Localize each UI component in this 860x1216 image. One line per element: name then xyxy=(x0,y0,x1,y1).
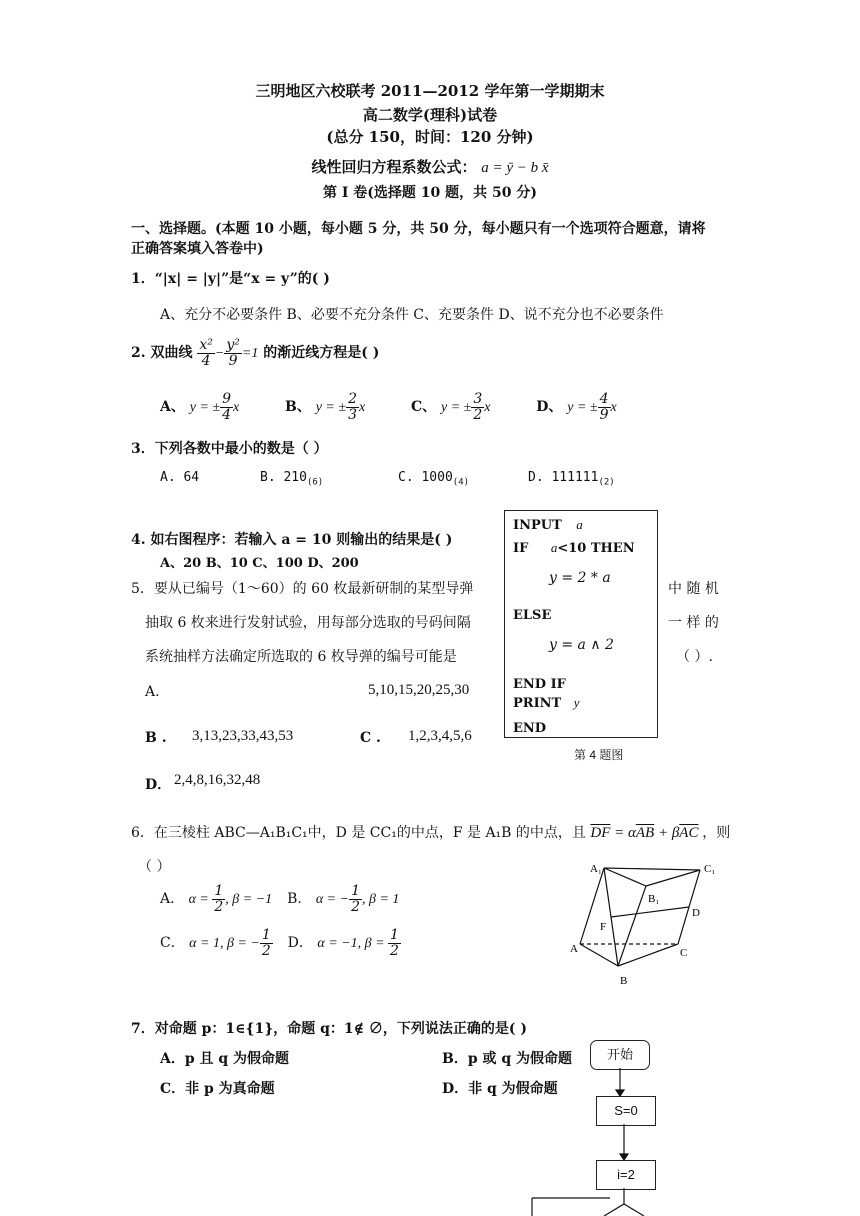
question-5-line-1: 5．要从已编号（1～60）的 60 枚最新研制的某型导弹 xyxy=(131,581,474,597)
question-5-option-b-label: B . xyxy=(145,730,167,746)
question-6-options-row-1: A． α = $\frac{1}{2}$ , β = −1 B． α = − $\frac{1}{2}$ , β = 1 xyxy=(160,883,400,915)
question-7-option-c: C．非 p 为真命题 xyxy=(160,1081,275,1097)
question-5-option-a-label: A. xyxy=(145,684,160,700)
question-5-option-d: 2,4,8,16,32,48 xyxy=(174,772,261,788)
part-1-heading: 第 I 卷(选择题 10 题，共 50 分) xyxy=(322,185,537,201)
label-d: D xyxy=(692,907,700,919)
question-1-stem: 1．“|x| = |y|”是“x = y”的( ) xyxy=(131,271,330,287)
question-3-option-b: B. $210_{(6)}$ xyxy=(260,470,324,488)
question-5-line-1-right: 中 随 机 xyxy=(668,581,719,597)
exam-meta: (总分 150，时间：120 分钟) xyxy=(326,128,534,146)
question-4-stem: 4. 如右图程序：若输入 a = 10 则输出的结果是( ) xyxy=(131,532,453,548)
label-c: C xyxy=(680,947,688,959)
section-1-instructions-cont: 正确答案填入答卷中) xyxy=(131,241,264,257)
question-4-options: A、20 B、10 C、100 D、200 xyxy=(160,556,359,571)
label-b: B xyxy=(620,975,628,987)
formula-label: 线性回归方程系数公式： xyxy=(311,158,477,176)
program-caption: 第 4 题图 xyxy=(574,748,624,762)
label-a: A xyxy=(570,943,578,955)
fraction-x2-over-4: $\frac{\text{x²}}{4}$ xyxy=(199,337,213,369)
question-3-option-d: D. $111111_{(2)}$ xyxy=(528,470,615,488)
question-3-option-a: A. 64 xyxy=(160,470,200,485)
question-1-options: A、充分不必要条件 B、必要不充分条件 C、充要条件 D、说不充分也不必要条件 xyxy=(160,307,664,323)
exam-title: 三明地区六校联考 2011—2012 学年第一学期期末 xyxy=(255,82,605,100)
question-6-options-row-2: C． α = 1, β = − $\frac{1}{2}$ D． α = −1, β = $\frac{1}{2}$ xyxy=(160,927,399,959)
regression-formula: a = ȳ − b x̄ xyxy=(481,160,549,176)
question-3-stem: 3．下列各数中最小的数是（ ） xyxy=(131,441,328,457)
program-box: INPUT a IF a<10 THEN y = 2 * a ELSE y = a ∧ 2 END IF PRINT y END xyxy=(504,510,658,738)
flowchart-start: 开始 xyxy=(590,1040,650,1070)
flowchart-s-init: S=0 xyxy=(596,1096,656,1126)
label-f: F xyxy=(600,921,607,933)
question-2-options: A、 y = ± $\frac{9}{4}$ x B、 y = ± $\frac{2}{3}$ x C、 y = ± $\frac{3}{2}$ x D、 y = ± $\frac{4}{9}$ x xyxy=(160,391,617,423)
question-7-stem: 7．对命题 p：1∈{1}，命题 q：1∉ ∅，下列说法正确的是( ) xyxy=(131,1021,528,1037)
question-5-line-2-right: 一 样 的 xyxy=(668,615,719,631)
exam-subtitle: 高二数学(理科)试卷 xyxy=(362,106,498,124)
flowchart-i-init: i=2 xyxy=(596,1160,656,1190)
question-6-stem: 6．在三棱柱 ABC—A₁B₁C₁中，D 是 CC₁的中点，F 是 A₁B 的中点，且 $\overline{DF} = \alpha\overline{AB} + \beta\overline{AC}$ ，则 xyxy=(131,825,731,841)
question-5-line-3-right: （ ）. xyxy=(676,649,713,665)
question-2-suffix: 的渐近线方程是( ) xyxy=(263,345,380,362)
question-5-option-d-label: D． xyxy=(145,777,172,793)
question-7-option-d: D．非 q 为假命题 xyxy=(442,1081,558,1097)
flowchart-connectors xyxy=(520,1068,680,1216)
question-5-option-c-label: C . xyxy=(360,730,381,746)
question-7-option-a: A．p 且 q 为假命题 xyxy=(160,1051,290,1067)
fraction-y2-over-9: $\frac{\text{y²}}{9}$ xyxy=(226,337,240,369)
formula-line xyxy=(0,156,860,177)
prism-figure xyxy=(560,858,730,992)
label-c1: C₁ xyxy=(704,863,716,875)
question-5-line-3: 系统抽样方法确定所选取的 6 枚导弹的编号可能是 xyxy=(145,649,457,665)
question-6-paren: （ ） xyxy=(138,859,171,875)
question-3-option-c: C. $1000_{(4)}$ xyxy=(398,470,470,488)
label-a1: A₁ xyxy=(590,863,602,875)
vector-equation: $\overline{DF} = \alpha\overline{AB} + \beta\overline{AC}$ xyxy=(590,825,699,841)
question-7-option-b: B．p 或 q 为假命题 xyxy=(442,1051,573,1067)
label-b1: B₁ xyxy=(648,893,660,905)
section-1-instructions: 一、选择题。(本题 10 小题，每小题 5 分，共 50 分，每小题只有一个选项符合题意，请将 xyxy=(131,221,706,237)
question-5-option-a: 5,10,15,20,25,30 xyxy=(368,682,470,698)
question-2-stem: 2. 双曲线 $\frac{\text{x²}}{4}$ − $\frac{\text{y²}}{9}$ =1 的渐近线方程是( ) xyxy=(131,337,380,369)
question-5-option-c: 1,2,3,4,5,6 xyxy=(408,728,472,744)
question-5-option-b: 3,13,23,33,43,53 xyxy=(192,728,294,744)
question-2-prefix: 2. 双曲线 xyxy=(131,345,193,362)
question-5-line-2: 抽取 6 枚来进行发射试验，用每部分选取的号码间隔 xyxy=(145,615,471,631)
